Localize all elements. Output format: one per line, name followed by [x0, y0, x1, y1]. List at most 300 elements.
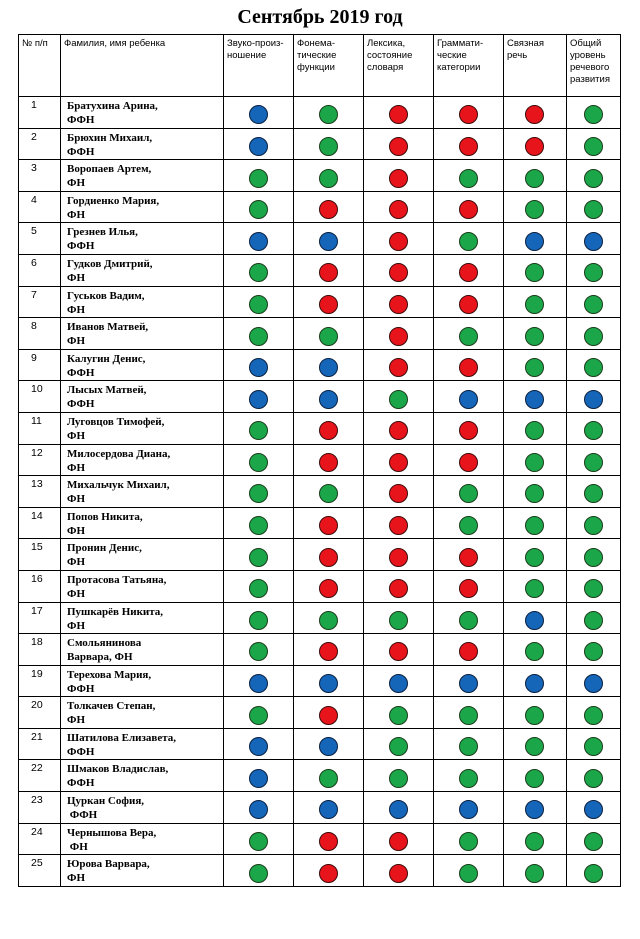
row-number: 22 — [19, 760, 61, 792]
row-number: 11 — [19, 412, 61, 444]
grammar-cell — [434, 286, 504, 318]
child-diagnosis: ФН — [67, 587, 86, 600]
red-circle-icon — [319, 579, 338, 598]
green-circle-icon — [459, 327, 478, 346]
phonemic-functions-cell — [294, 823, 364, 855]
red-circle-icon — [389, 642, 408, 661]
green-circle-icon — [584, 421, 603, 440]
child-name: Пушкарёв Никита, — [67, 605, 164, 618]
speech-assessment-table — [18, 34, 621, 887]
header-number: № п/п — [19, 35, 61, 97]
sound-pronunciation-cell — [224, 539, 294, 571]
green-circle-icon — [525, 327, 544, 346]
vocabulary-cell — [364, 823, 434, 855]
green-circle-icon — [584, 579, 603, 598]
connected-speech-cell — [504, 349, 567, 381]
row-number: 12 — [19, 444, 61, 476]
overall-level-cell — [567, 792, 621, 824]
child-name-cell — [61, 760, 224, 792]
overall-level-cell — [567, 254, 621, 286]
blue-circle-icon — [525, 232, 544, 251]
table-row — [19, 792, 621, 824]
grammar-cell — [434, 665, 504, 697]
green-circle-icon — [525, 548, 544, 567]
sound-pronunciation-cell — [224, 128, 294, 160]
phonemic-functions-cell — [294, 444, 364, 476]
child-name: Брюхин Михаил, — [67, 131, 153, 144]
child-name-cell — [61, 507, 224, 539]
connected-speech-cell — [504, 97, 567, 129]
green-circle-icon — [525, 737, 544, 756]
red-circle-icon — [389, 484, 408, 503]
overall-level-cell — [567, 223, 621, 255]
red-circle-icon — [389, 516, 408, 535]
grammar-cell — [434, 539, 504, 571]
green-circle-icon — [389, 390, 408, 409]
table-row — [19, 634, 621, 666]
connected-speech-cell — [504, 160, 567, 192]
row-number: 15 — [19, 539, 61, 571]
phonemic-functions-cell — [294, 855, 364, 887]
vocabulary-cell — [364, 349, 434, 381]
green-circle-icon — [249, 484, 268, 503]
red-circle-icon — [459, 137, 478, 156]
vocabulary-cell — [364, 728, 434, 760]
sound-pronunciation-cell — [224, 349, 294, 381]
sound-pronunciation-cell — [224, 728, 294, 760]
red-circle-icon — [389, 358, 408, 377]
child-diagnosis: ФФН — [67, 114, 95, 126]
green-circle-icon — [459, 864, 478, 883]
child-name: Воропаев Артем, — [67, 163, 152, 176]
overall-level-cell — [567, 570, 621, 602]
blue-circle-icon — [249, 800, 268, 819]
table-row — [19, 223, 621, 255]
sound-pronunciation-cell — [224, 223, 294, 255]
phonemic-functions-cell — [294, 665, 364, 697]
green-circle-icon — [525, 453, 544, 472]
blue-circle-icon — [249, 390, 268, 409]
phonemic-functions-cell — [294, 191, 364, 223]
red-circle-icon — [459, 453, 478, 472]
child-name-cell — [61, 254, 224, 286]
red-circle-icon — [319, 421, 338, 440]
green-circle-icon — [459, 169, 478, 188]
connected-speech-cell — [504, 760, 567, 792]
red-circle-icon — [319, 295, 338, 314]
table-row — [19, 191, 621, 223]
red-circle-icon — [389, 295, 408, 314]
child-diagnosis: ФН — [67, 429, 86, 442]
green-circle-icon — [584, 327, 603, 346]
green-circle-icon — [525, 169, 544, 188]
blue-circle-icon — [249, 358, 268, 377]
connected-speech-cell — [504, 602, 567, 634]
grammar-cell — [434, 223, 504, 255]
child-name: Иванов Матвей, — [67, 321, 149, 334]
green-circle-icon — [584, 769, 603, 788]
blue-circle-icon — [249, 137, 268, 156]
sound-pronunciation-cell — [224, 160, 294, 192]
grammar-cell — [434, 792, 504, 824]
vocabulary-cell — [364, 97, 434, 129]
sound-pronunciation-cell — [224, 97, 294, 129]
child-diagnosis: ФН — [67, 619, 86, 632]
green-circle-icon — [584, 548, 603, 567]
row-number: 18 — [19, 634, 61, 666]
page-title: Сентябрь 2019 год — [237, 6, 403, 28]
child-name: Гудков Дмитрий, — [67, 257, 153, 270]
connected-speech-cell — [504, 728, 567, 760]
grammar-cell — [434, 507, 504, 539]
green-circle-icon — [249, 642, 268, 661]
header-connected-speech: Связная речь — [504, 35, 567, 97]
red-circle-icon — [319, 453, 338, 472]
phonemic-functions-cell — [294, 223, 364, 255]
green-circle-icon — [525, 832, 544, 851]
sound-pronunciation-cell — [224, 855, 294, 887]
row-number: 1 — [19, 97, 61, 129]
blue-circle-icon — [319, 358, 338, 377]
connected-speech-cell — [504, 223, 567, 255]
child-diagnosis: ФН — [67, 303, 86, 316]
connected-speech-cell — [504, 128, 567, 160]
green-circle-icon — [584, 169, 603, 188]
blue-circle-icon — [249, 769, 268, 788]
phonemic-functions-cell — [294, 792, 364, 824]
phonemic-functions-cell — [294, 539, 364, 571]
green-circle-icon — [249, 706, 268, 725]
green-circle-icon — [459, 484, 478, 503]
red-circle-icon — [389, 864, 408, 883]
table-row — [19, 381, 621, 413]
green-circle-icon — [525, 200, 544, 219]
row-number: 17 — [19, 602, 61, 634]
phonemic-functions-cell — [294, 412, 364, 444]
child-diagnosis: ФФН — [67, 398, 95, 411]
green-circle-icon — [459, 516, 478, 535]
overall-level-cell — [567, 128, 621, 160]
green-circle-icon — [319, 169, 338, 188]
child-diagnosis: ФФН — [67, 682, 95, 695]
child-name-cell — [61, 349, 224, 381]
child-name-cell — [61, 381, 224, 413]
green-circle-icon — [249, 200, 268, 219]
green-circle-icon — [584, 737, 603, 756]
row-number: 23 — [19, 792, 61, 824]
overall-level-cell — [567, 728, 621, 760]
child-name-cell — [61, 444, 224, 476]
vocabulary-cell — [364, 570, 434, 602]
blue-circle-icon — [389, 674, 408, 693]
green-circle-icon — [525, 263, 544, 282]
vocabulary-cell — [364, 539, 434, 571]
phonemic-functions-cell — [294, 507, 364, 539]
blue-circle-icon — [319, 737, 338, 756]
grammar-cell — [434, 412, 504, 444]
red-circle-icon — [389, 327, 408, 346]
overall-level-cell — [567, 476, 621, 508]
table-row — [19, 412, 621, 444]
red-circle-icon — [525, 137, 544, 156]
child-name-cell — [61, 128, 224, 160]
green-circle-icon — [525, 769, 544, 788]
phonemic-functions-cell — [294, 697, 364, 729]
green-circle-icon — [389, 737, 408, 756]
green-circle-icon — [584, 516, 603, 535]
child-name: Братухина Арина, — [67, 100, 158, 112]
blue-circle-icon — [319, 232, 338, 251]
red-circle-icon — [459, 358, 478, 377]
child-name-cell — [61, 286, 224, 318]
grammar-cell — [434, 318, 504, 350]
sound-pronunciation-cell — [224, 665, 294, 697]
vocabulary-cell — [364, 792, 434, 824]
red-circle-icon — [389, 579, 408, 598]
child-diagnosis: ФН — [67, 177, 86, 190]
child-name-cell — [61, 792, 224, 824]
table-row — [19, 349, 621, 381]
child-diagnosis: ФН — [67, 461, 86, 474]
green-circle-icon — [319, 137, 338, 156]
sound-pronunciation-cell — [224, 507, 294, 539]
table-row — [19, 444, 621, 476]
blue-circle-icon — [389, 800, 408, 819]
connected-speech-cell — [504, 570, 567, 602]
connected-speech-cell — [504, 254, 567, 286]
child-name-cell — [61, 697, 224, 729]
child-diagnosis: ФФН — [67, 366, 95, 379]
child-diagnosis: ФФН — [67, 809, 98, 822]
red-circle-icon — [389, 421, 408, 440]
grammar-cell — [434, 128, 504, 160]
green-circle-icon — [584, 832, 603, 851]
green-circle-icon — [584, 453, 603, 472]
red-circle-icon — [319, 706, 338, 725]
vocabulary-cell — [364, 191, 434, 223]
connected-speech-cell — [504, 823, 567, 855]
green-circle-icon — [584, 864, 603, 883]
grammar-cell — [434, 254, 504, 286]
child-diagnosis: ФН — [67, 714, 86, 727]
green-circle-icon — [459, 832, 478, 851]
child-name: Шмаков Владислав, — [67, 763, 169, 776]
phonemic-functions-cell — [294, 476, 364, 508]
child-name-cell — [61, 318, 224, 350]
vocabulary-cell — [364, 444, 434, 476]
green-circle-icon — [249, 421, 268, 440]
child-name-cell — [61, 476, 224, 508]
blue-circle-icon — [249, 674, 268, 693]
vocabulary-cell — [364, 507, 434, 539]
green-circle-icon — [249, 579, 268, 598]
phonemic-functions-cell — [294, 286, 364, 318]
child-name-cell — [61, 191, 224, 223]
row-number: 5 — [19, 223, 61, 255]
child-name-cell — [61, 602, 224, 634]
red-circle-icon — [319, 516, 338, 535]
row-number: 3 — [19, 160, 61, 192]
overall-level-cell — [567, 602, 621, 634]
green-circle-icon — [584, 295, 603, 314]
red-circle-icon — [319, 263, 338, 282]
red-circle-icon — [389, 548, 408, 567]
green-circle-icon — [525, 642, 544, 661]
child-name: Лысых Матвей, — [67, 384, 147, 397]
vocabulary-cell — [364, 760, 434, 792]
blue-circle-icon — [319, 390, 338, 409]
child-name-cell — [61, 539, 224, 571]
grammar-cell — [434, 381, 504, 413]
overall-level-cell — [567, 634, 621, 666]
child-diagnosis: ФН — [67, 524, 86, 537]
table-row — [19, 97, 621, 129]
green-circle-icon — [584, 484, 603, 503]
phonemic-functions-cell — [294, 254, 364, 286]
child-diagnosis: Варвара, ФН — [67, 651, 133, 664]
vocabulary-cell — [364, 855, 434, 887]
child-name: Грезнев Илья, — [67, 226, 138, 239]
connected-speech-cell — [504, 539, 567, 571]
connected-speech-cell — [504, 318, 567, 350]
sound-pronunciation-cell — [224, 318, 294, 350]
green-circle-icon — [525, 421, 544, 440]
row-number: 21 — [19, 728, 61, 760]
child-name: Пронин Денис, — [67, 542, 142, 555]
connected-speech-cell — [504, 286, 567, 318]
header-child-name: Фамилия, имя ребенка — [61, 35, 224, 97]
phonemic-functions-cell — [294, 570, 364, 602]
vocabulary-cell — [364, 286, 434, 318]
blue-circle-icon — [525, 611, 544, 630]
grammar-cell — [434, 634, 504, 666]
child-name: Протасова Татьяна, — [67, 573, 167, 586]
grammar-cell — [434, 97, 504, 129]
red-circle-icon — [525, 105, 544, 124]
vocabulary-cell — [364, 412, 434, 444]
sound-pronunciation-cell — [224, 254, 294, 286]
sound-pronunciation-cell — [224, 634, 294, 666]
green-circle-icon — [389, 611, 408, 630]
overall-level-cell — [567, 697, 621, 729]
table-row — [19, 128, 621, 160]
green-circle-icon — [584, 105, 603, 124]
overall-level-cell — [567, 444, 621, 476]
green-circle-icon — [525, 295, 544, 314]
red-circle-icon — [459, 200, 478, 219]
table-row — [19, 254, 621, 286]
child-name: Гуськов Вадим, — [67, 289, 145, 302]
phonemic-functions-cell — [294, 602, 364, 634]
child-name: Цуркан София, — [67, 795, 145, 808]
green-circle-icon — [525, 706, 544, 725]
child-diagnosis: ФН — [67, 872, 86, 885]
vocabulary-cell — [364, 318, 434, 350]
overall-level-cell — [567, 191, 621, 223]
green-circle-icon — [459, 737, 478, 756]
grammar-cell — [434, 570, 504, 602]
sound-pronunciation-cell — [224, 570, 294, 602]
child-name-cell — [61, 160, 224, 192]
row-number: 2 — [19, 128, 61, 160]
vocabulary-cell — [364, 634, 434, 666]
blue-circle-icon — [584, 674, 603, 693]
vocabulary-cell — [364, 128, 434, 160]
row-number: 10 — [19, 381, 61, 413]
grammar-cell — [434, 760, 504, 792]
vocabulary-cell — [364, 697, 434, 729]
vocabulary-cell — [364, 665, 434, 697]
red-circle-icon — [389, 832, 408, 851]
connected-speech-cell — [504, 697, 567, 729]
overall-level-cell — [567, 160, 621, 192]
child-name-cell — [61, 412, 224, 444]
green-circle-icon — [249, 295, 268, 314]
child-diagnosis: ФН — [67, 271, 86, 284]
overall-level-cell — [567, 318, 621, 350]
green-circle-icon — [584, 200, 603, 219]
green-circle-icon — [319, 769, 338, 788]
grammar-cell — [434, 191, 504, 223]
overall-level-cell — [567, 855, 621, 887]
blue-circle-icon — [459, 800, 478, 819]
overall-level-cell — [567, 665, 621, 697]
phonemic-functions-cell — [294, 760, 364, 792]
header-grammar: Граммати-ческие категории — [434, 35, 504, 97]
connected-speech-cell — [504, 381, 567, 413]
child-name: Попов Никита, — [67, 510, 143, 523]
child-diagnosis: ФФН — [67, 240, 95, 253]
connected-speech-cell — [504, 855, 567, 887]
table-row — [19, 823, 621, 855]
sound-pronunciation-cell — [224, 792, 294, 824]
table-header-row — [19, 35, 621, 97]
connected-speech-cell — [504, 444, 567, 476]
connected-speech-cell — [504, 792, 567, 824]
header-phonemic-functions: Фонема-тические функции — [294, 35, 364, 97]
blue-circle-icon — [584, 390, 603, 409]
row-number: 9 — [19, 349, 61, 381]
green-circle-icon — [319, 611, 338, 630]
red-circle-icon — [319, 832, 338, 851]
overall-level-cell — [567, 507, 621, 539]
phonemic-functions-cell — [294, 381, 364, 413]
child-name: Терехова Мария, — [67, 668, 152, 681]
blue-circle-icon — [584, 232, 603, 251]
phonemic-functions-cell — [294, 349, 364, 381]
row-number: 19 — [19, 665, 61, 697]
child-diagnosis: ФФН — [67, 145, 95, 158]
child-name: Чернышова Вера, — [67, 826, 157, 839]
child-diagnosis: ФН — [67, 335, 86, 348]
child-name: Михальчук Михаил, — [67, 479, 170, 492]
green-circle-icon — [459, 232, 478, 251]
green-circle-icon — [584, 358, 603, 377]
child-name: Шатилова Елизавета, — [67, 731, 177, 744]
red-circle-icon — [319, 548, 338, 567]
overall-level-cell — [567, 97, 621, 129]
grammar-cell — [434, 444, 504, 476]
green-circle-icon — [584, 706, 603, 725]
overall-level-cell — [567, 823, 621, 855]
blue-circle-icon — [525, 674, 544, 693]
green-circle-icon — [249, 327, 268, 346]
connected-speech-cell — [504, 634, 567, 666]
red-circle-icon — [459, 295, 478, 314]
sound-pronunciation-cell — [224, 697, 294, 729]
phonemic-functions-cell — [294, 728, 364, 760]
table-row — [19, 318, 621, 350]
